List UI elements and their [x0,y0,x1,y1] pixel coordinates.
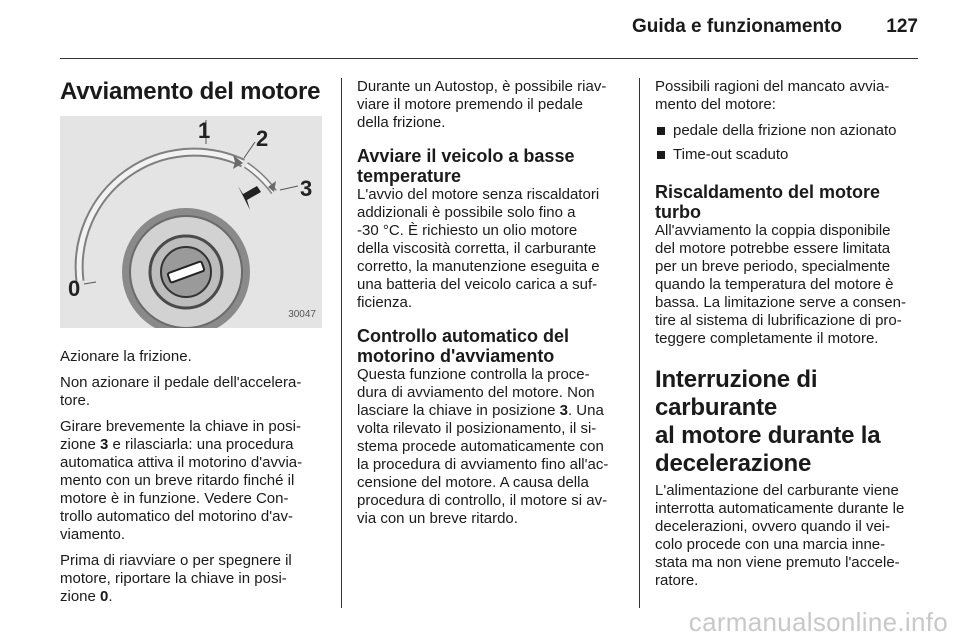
list-item: Time-out scaduto [655,146,920,164]
column-1 [60,78,328,614]
column-2 [357,78,625,536]
column-3 [655,78,920,598]
paragraph: Azionare la frizione. [60,348,192,365]
paragraph-fuel-cutoff: L'alimentazione del carburante viene interrotta automaticamente durante le decelerazioni, ovvero quando il vei- colo procede con una marcia inne- stata ma non viene premuto l'accele- ratore. [655,482,905,589]
paragraph: Non azionare il pedale dell'accelera- tore. [60,374,302,409]
figure-label-1: 1 [198,118,211,143]
list-item: pedale della frizione non azionato [655,122,920,140]
section-title: Guida e funzionamento [631,16,842,37]
heading-engine-start: Avviamento del motore [60,78,321,105]
ignition-key-figure [60,116,322,328]
paragraph-auto-starter-control: Questa funzione controlla la proce- dura di avviamento del motore. Non lasciare la chiave in posizione 3. Una volta rilevato il posizionamento, il si- stema procede automaticamente con la procedura di avviamento fino all'ac- censione del motore. A causa della procedura di controllo, il motore si av- via con un breve ritardo. [357,366,609,527]
heading-cold-start: Avviare il veicolo a basse temperature [357,146,575,186]
paragraph-autostop: Durante un Autostop, è possibile riav- viare il motore premendo il pedale della frizione. [357,78,607,131]
figure-label-3: 3 [300,176,313,201]
heading-turbo-warmup: Riscaldamento del motore turbo [655,182,881,222]
paragraph-turbo-warmup: All'avviamento la coppia disponibile del motore potrebbe essere limitata per un breve periodo, specialmente quando la temperatura del motore è bassa. La limitazione serve a consen- tire al sistema di lubrificazione di pro- teggere completamente il motore. [655,222,906,347]
paragraph-key-position-3: Girare brevemente la chiave in posi- zione 3 e rilasciarla: una procedura automatica attiva il motorino d'avvia- mento con un breve ritardo finché il motore è in funzione. Vedere Con- trollo automatico del motorino d'av- viamento. [60,418,303,543]
column-divider [341,78,342,608]
figure-label-2: 2 [256,126,269,151]
watermark: carmanualsonline.info [688,607,948,637]
column-divider [639,78,640,608]
reasons-list [655,122,920,164]
page-header [0,0,960,62]
figure-code: 30047 [288,309,316,320]
paragraph-cold-start: L'avvio del motore senza riscaldatori addizionali è possibile solo fino a -30 °C. È richiesto un olio motore della viscosità corretta, il carburante corretto, la manutenzione eseguita e una batteria del veicolo carica a suf- ficienza. [357,186,600,311]
figure-label-0: 0 [68,276,81,301]
header-divider [60,58,918,59]
page-number: 127 [886,16,918,37]
heading-fuel-cutoff: Interruzione di carburante al motore durante la decelerazione [655,366,881,477]
paragraph-start-failure: Possibili ragioni del mancato avvia- mento del motore: [655,78,890,113]
heading-auto-starter-control: Controllo automatico del motorino d'avviamento [357,326,570,366]
ignition-switch-icon [60,116,322,328]
paragraph-key-position-0: Prima di riavviare o per spegnere il motore, riportare la chiave in posi- zione 0. [60,552,292,605]
